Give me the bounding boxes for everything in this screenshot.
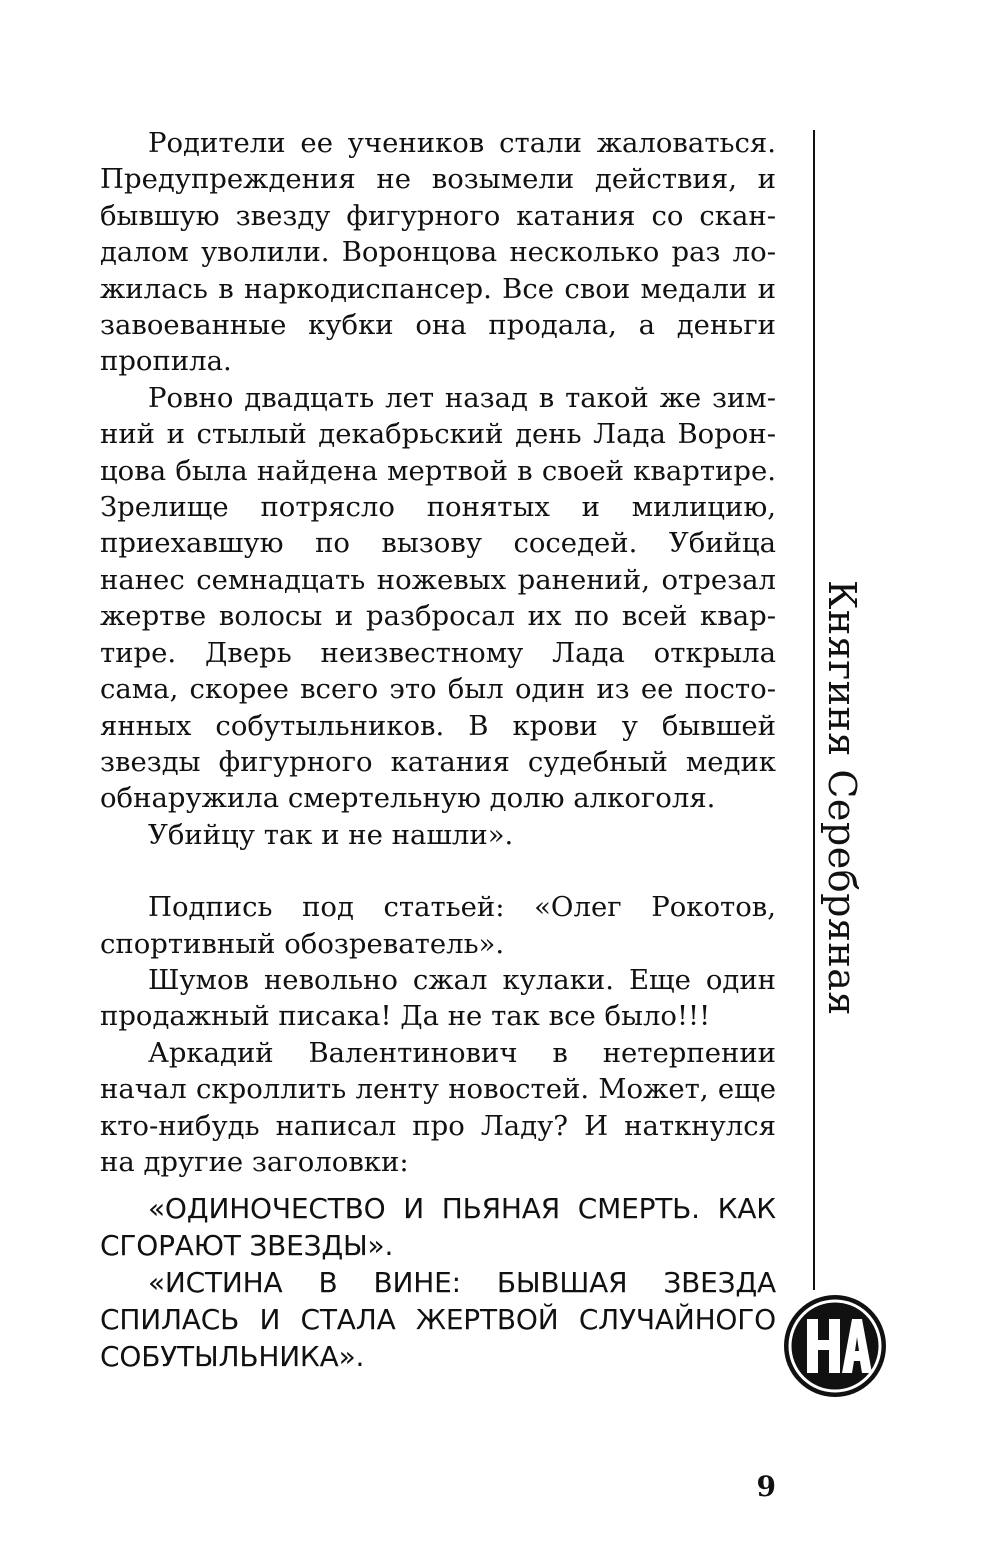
headline-gap — [100, 1180, 776, 1190]
paragraph-5: Шумов невольно сжал кулаки. Еще один продажный писака! Да не так все было!!! — [100, 963, 776, 1033]
section-gap — [100, 853, 776, 889]
publisher-logo-svg — [782, 1293, 888, 1399]
side-rule — [813, 130, 815, 1290]
paragraph-2: Ровно двадцать лет назад в такой же зимний и стылый декабрьский день Лада Воронцова была найдена мертвой в своей квартире. Зрелище потрясло понятых и милицию, приехавшую по вызову соседей. Убийца нанес семнадцать ножевых ранений, отрезал жертве волосы и разбросал их по всей квартире. Дверь неизвестному Лада открыла сама, скорее всего это был один из ее постоянных собутыльников. В крови у бывшей звезды фигурного катания судебный медик обнаружила смертельную долю алкоголя. — [100, 381, 776, 815]
paragraph-6: Аркадий Валентинович в нетерпении начал скроллить ленту новостей. Может, еще кто-нибудь написал про Ладу? И наткнулся на другие заголовки: — [100, 1036, 776, 1178]
paragraph-4: Подпись под статьей: «Олег Рокотов, спортивный обозреватель». — [100, 891, 776, 960]
headline-1: «ОДИНОЧЕСТВО И ПЬЯНАЯ СМЕРТЬ. КАК СГОРАЮТ ЗВЕЗДЫ». — [100, 1192, 776, 1263]
paragraph-3: Убийцу так и не нашли». — [148, 818, 514, 851]
headline-2: «ИСТИНА В ВИНЕ: БЫВШАЯ ЗВЕЗДА СПИЛАСЬ И СТАЛА ЖЕРТВОЙ СЛУЧАЙНОГО СОБУТЫЛЬНИКА». — [100, 1266, 776, 1374]
page-number: 9 — [756, 1470, 776, 1503]
author-name: Княгиня Серебряная — [820, 580, 864, 1016]
text-column — [100, 125, 776, 1375]
paragraph-1: Родители ее учеников стали жаловаться. Предупреждения не возымели действия, и бывшую звезду фигурного катания со скандалом уволили. Воронцова несколько раз ложилась в наркодиспансер. Все свои медали и завоеванные кубки она продала, а деньги пропила. — [100, 127, 776, 378]
publisher-logo-icon — [782, 1293, 888, 1399]
running-author — [820, 580, 880, 1016]
